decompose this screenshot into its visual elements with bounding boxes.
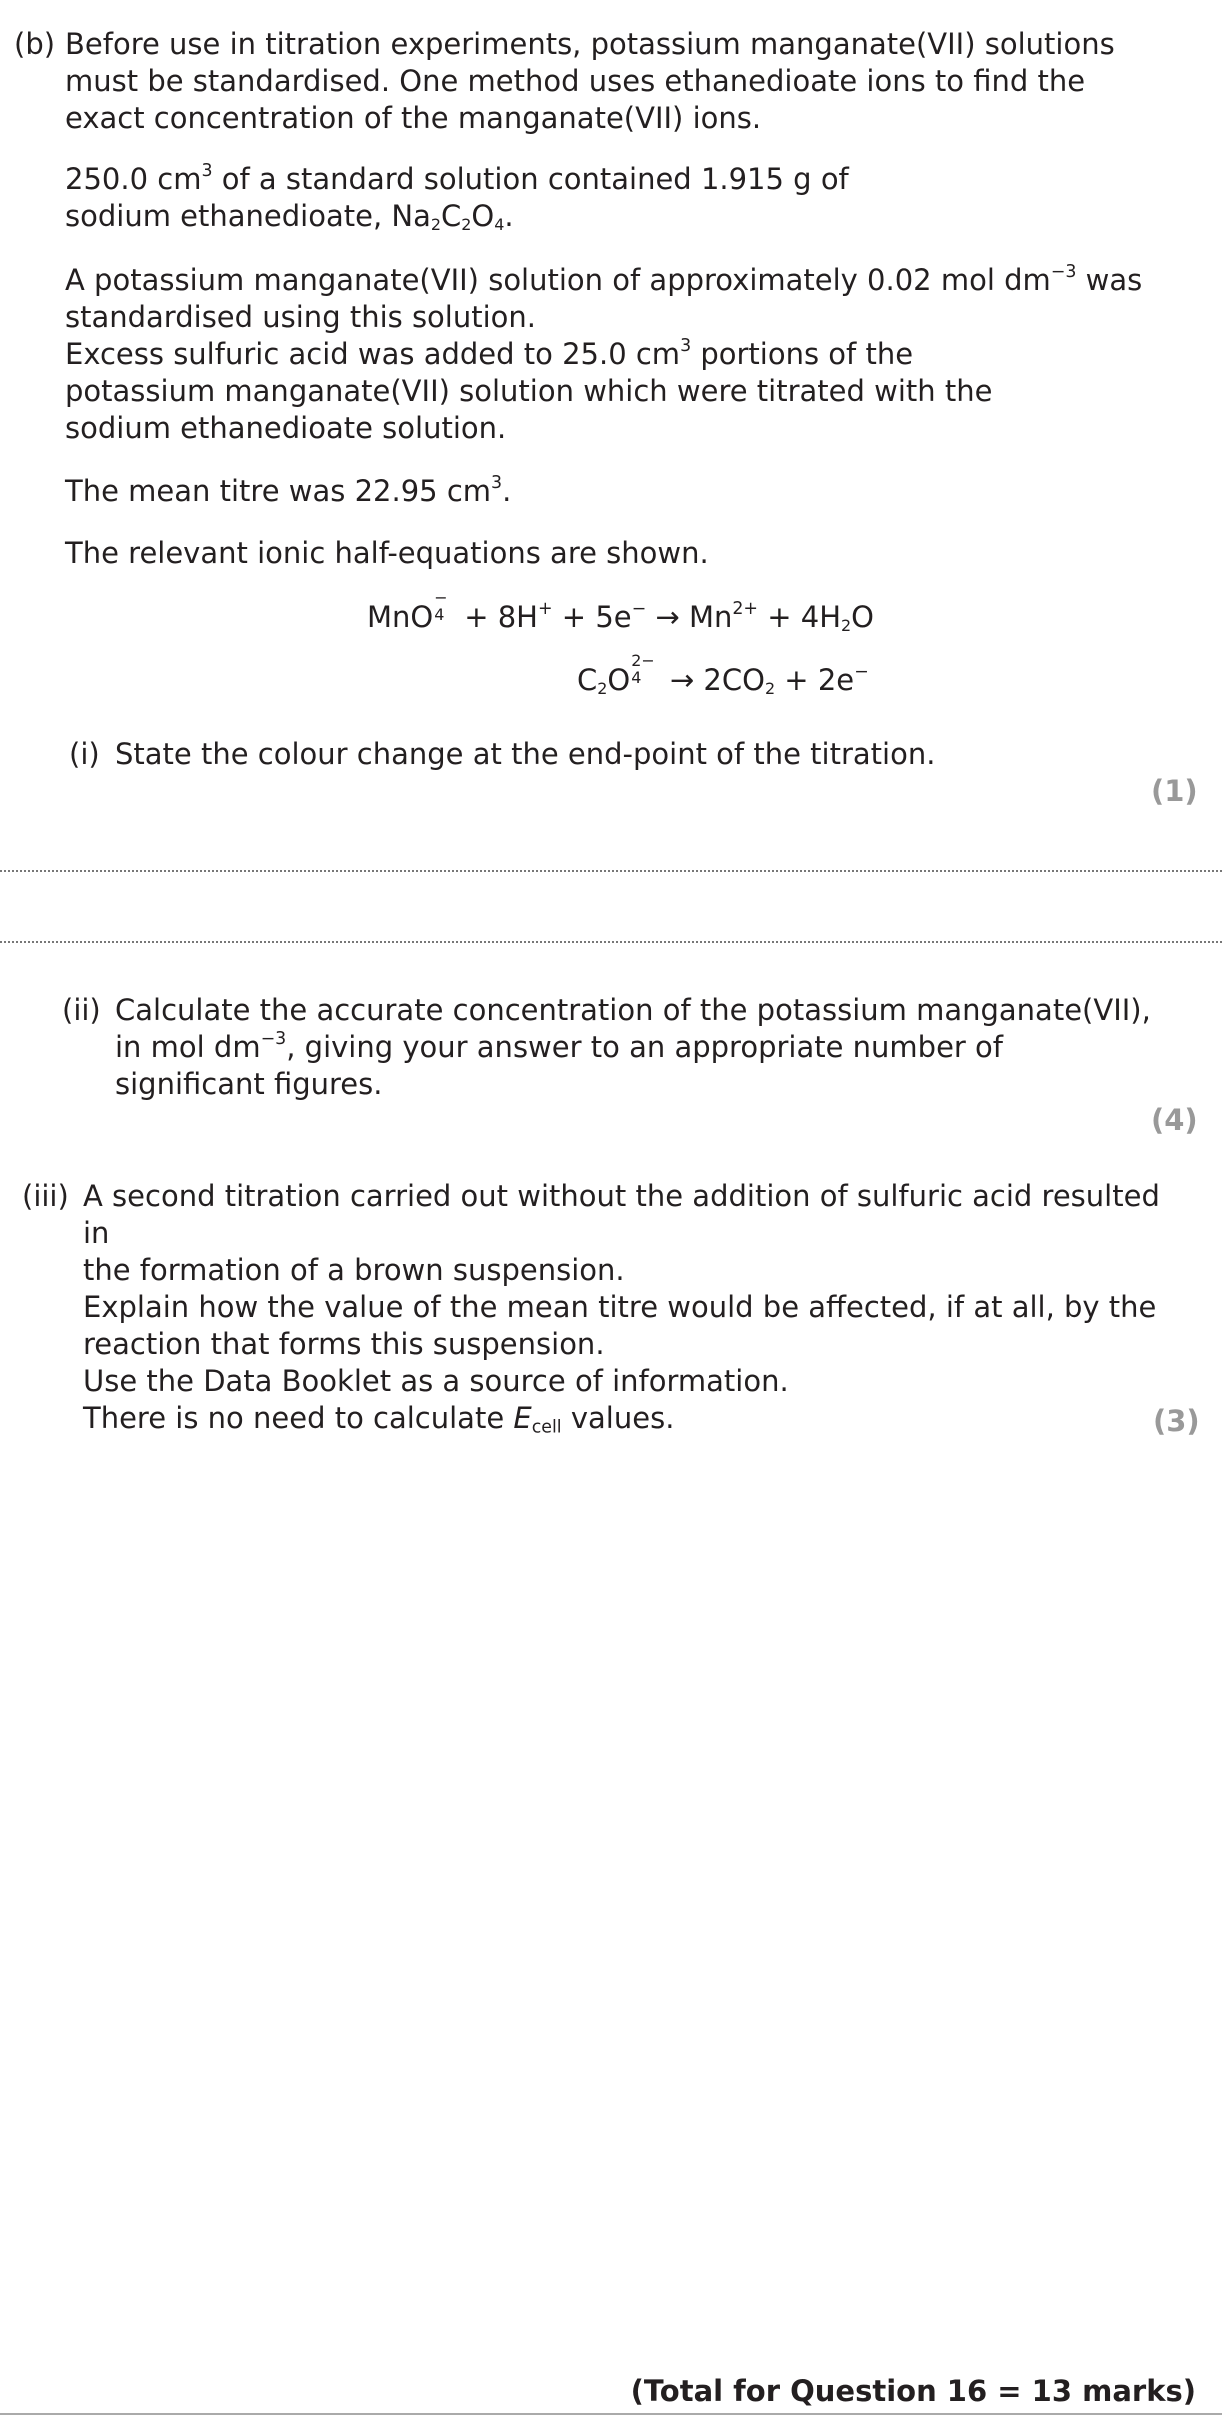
standard-solution-text: 250.0 $cm^3$ of a standard solution contained 1.915 g of sodium ethanedioate, $Na_2C_2O_4$. xyxy=(65,160,849,234)
question-iii-text: A second titration carried out without the addition of sulfuric acid resulted in the formation of a brown suspension. Explain how the value of the mean titre would be affected, if at all, by the reaction that forms this suspension. Use the Data Booklet as a source of information. There is no need to calculate $E_{cell}$ values. xyxy=(83,1179,1160,1438)
question-i-text: State the colour change at the end-point of the titration. xyxy=(115,737,936,771)
part-b-intro: Before use in titration experiments, potassium manganate(VII) solutions must be standardised. One method uses ethanedioate ions to find the exact concentration of the manganate(VII) ions. xyxy=(65,27,1115,135)
part-label-b: (b) xyxy=(14,27,56,61)
question-iii-label: (iii) xyxy=(22,1179,69,1213)
question-i-label: (i) xyxy=(69,737,100,771)
approx-concentration-text: A potassium manganate(VII) solution of approximately 0.02 mol $dm^{-3}$ was standardised using this solution. xyxy=(65,261,1143,334)
question-ii-marks: (4) xyxy=(1151,1103,1198,1137)
question-i-marks: (1) xyxy=(1151,774,1198,808)
mean-titre-text: The mean titre was 22.95 $cm^3$. xyxy=(65,472,512,508)
half-equation-ethanedioate: $C_2O$ 2− 4 → $2CO_2 + 2e^-$ xyxy=(577,651,869,698)
answer-line-2[interactable] xyxy=(0,941,1222,943)
answer-line-1[interactable] xyxy=(0,870,1222,872)
half-equations-intro: The relevant ionic half-equations are shown. xyxy=(65,536,709,570)
half-equation-permanganate: MnO − 4 + $8H^+ + 5e^- \to Mn^{2+} + 4H_2O$ xyxy=(367,588,874,635)
question-ii-text: Calculate the accurate concentration of the potassium manganate(VII), in mol $dm^{-3}$, giving your answer to an appropriate number of significant figures. xyxy=(115,993,1151,1101)
total-rule xyxy=(0,2413,1222,2415)
question-iii-marks: (3) xyxy=(1153,1404,1200,1438)
question-total: (Total for Question 16 = 13 marks) xyxy=(630,2374,1196,2408)
question-ii-label: (ii) xyxy=(62,993,101,1027)
excess-acid-text: Excess sulfuric acid was added to 25.0 $cm^3$ portions of the potassium manganate(VII) solution which were titrated with the sodium ethanedioate solution. xyxy=(65,335,993,445)
